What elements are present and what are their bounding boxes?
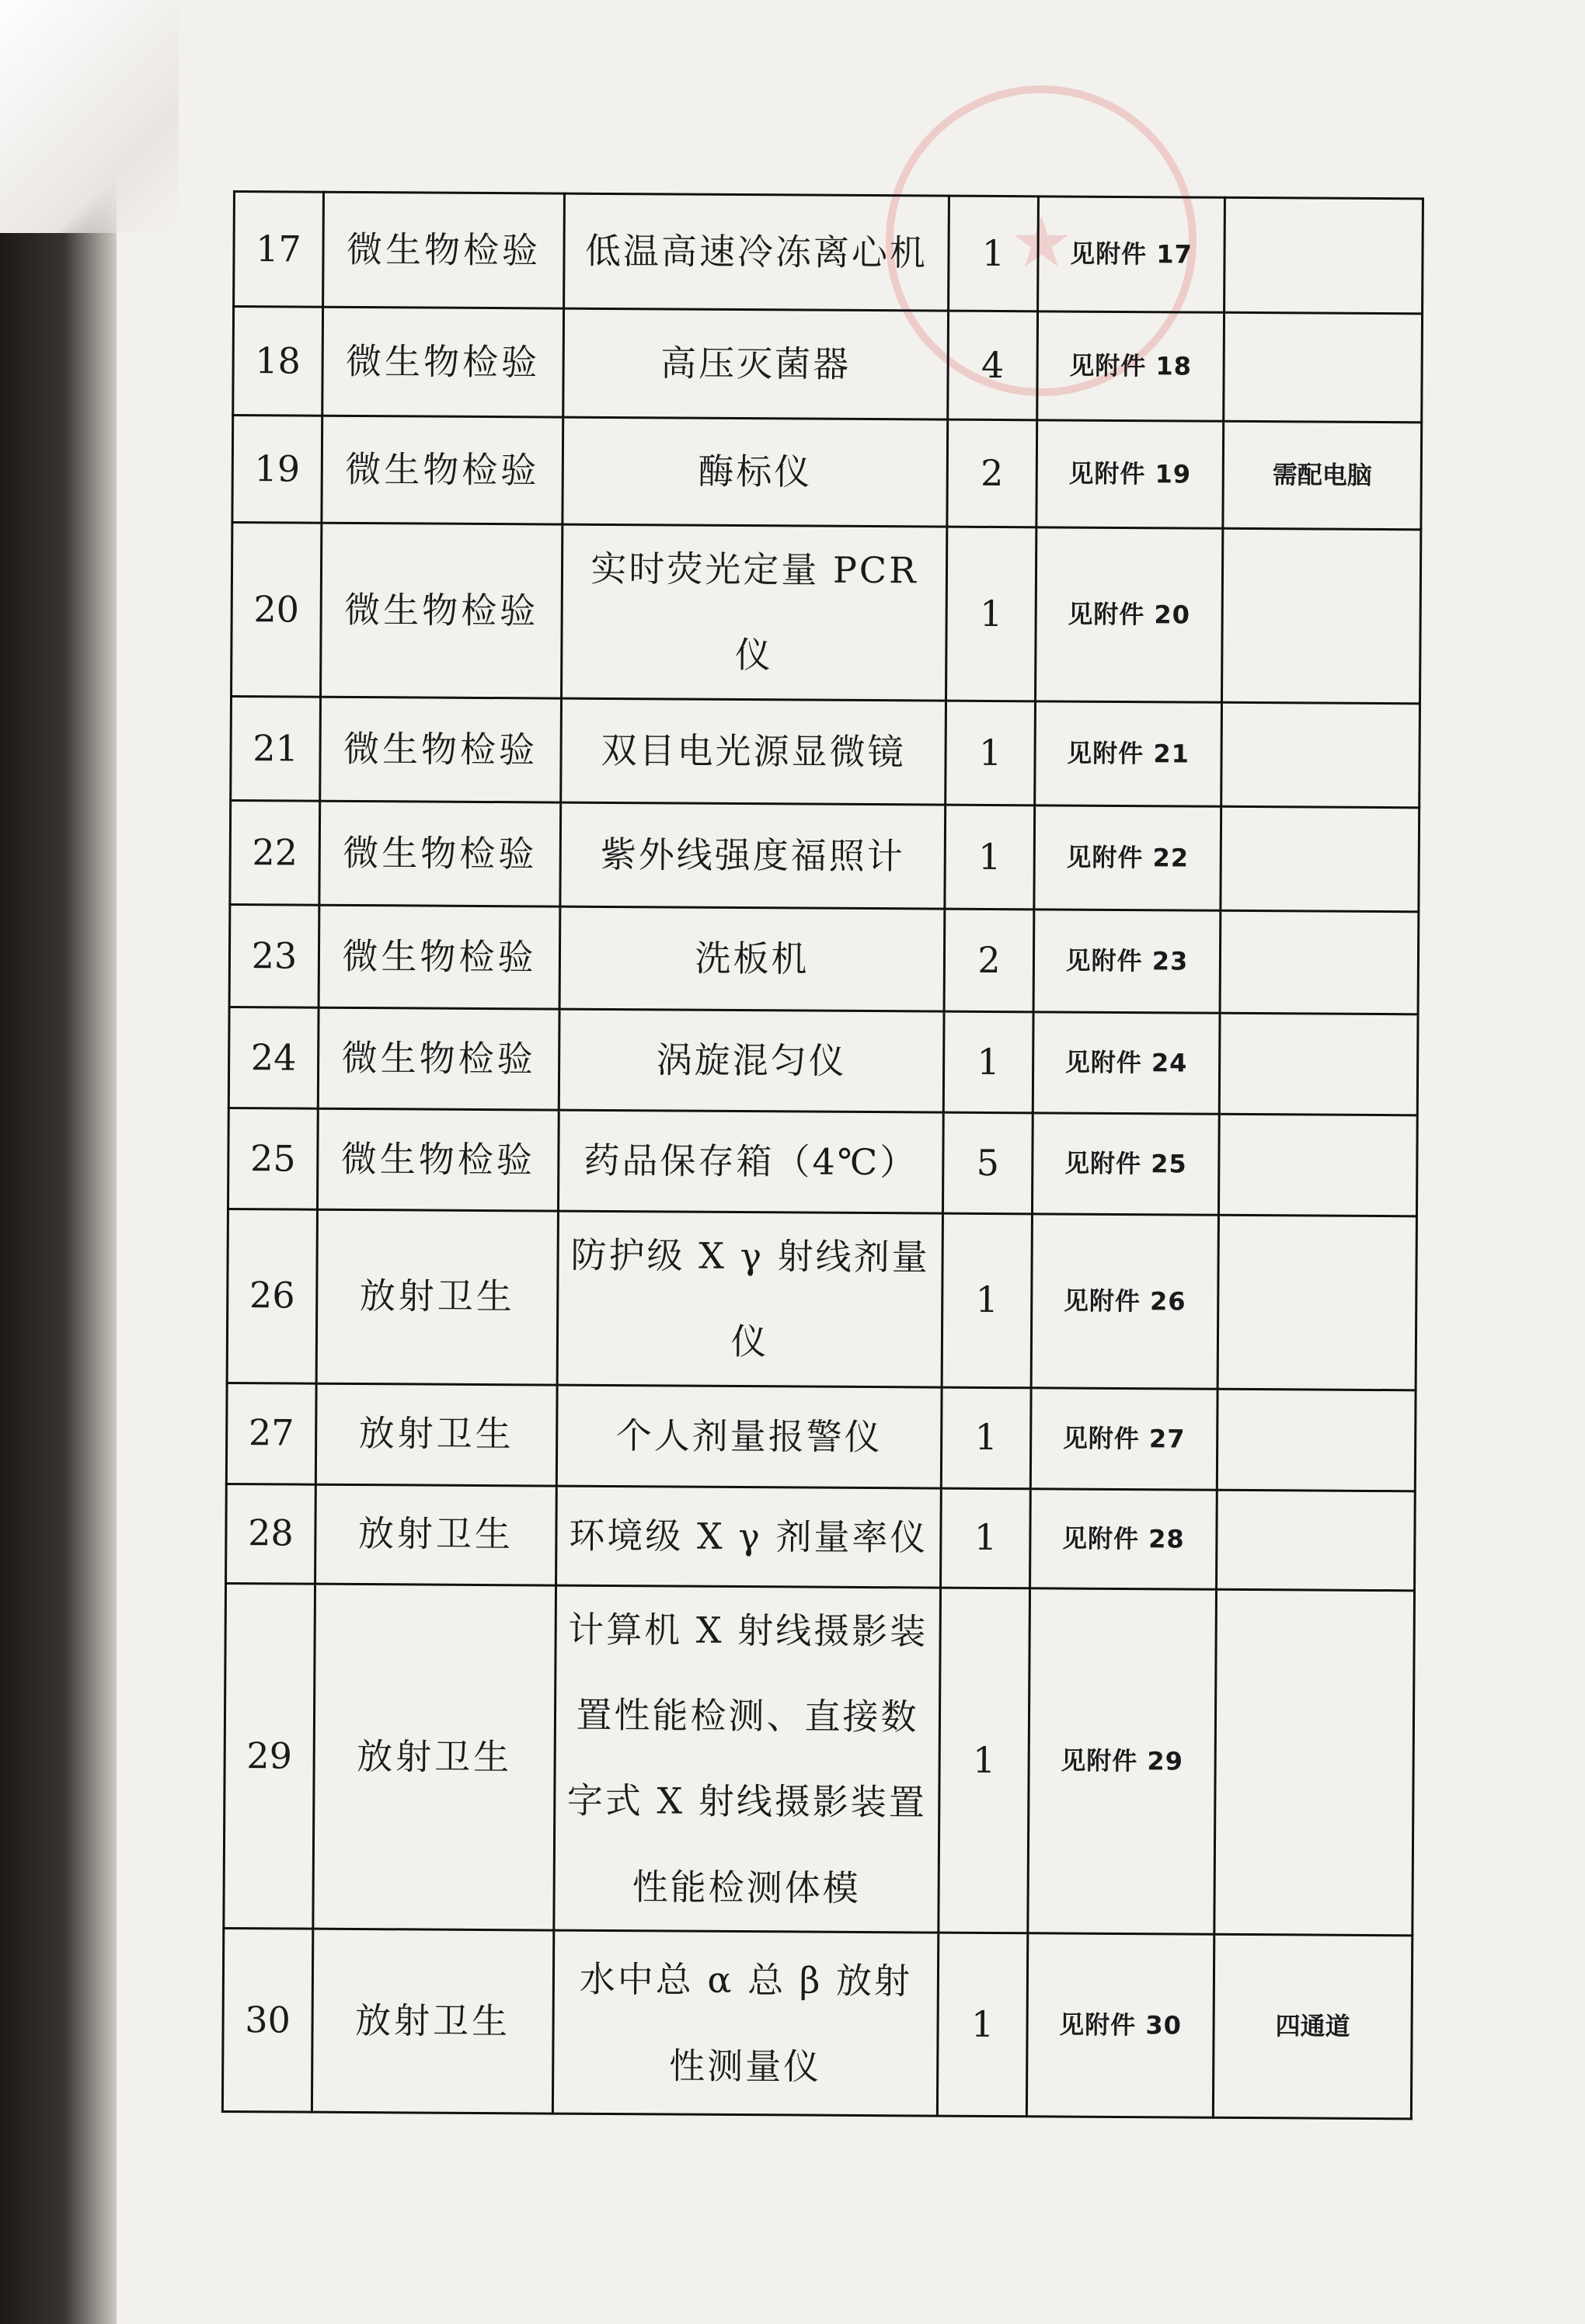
row-note: 四通道 xyxy=(1213,1934,1412,2119)
row-attachment-ref: 见附件 21 xyxy=(1035,701,1222,806)
row-number: 30 xyxy=(222,1929,312,2113)
row-number: 28 xyxy=(226,1484,316,1584)
row-attachment-ref: 见附件 20 xyxy=(1036,527,1223,702)
row-number: 25 xyxy=(228,1108,318,1209)
row-department: 微生物检验 xyxy=(321,523,563,698)
row-attachment-ref: 见附件 17 xyxy=(1038,197,1225,312)
table-row xyxy=(228,1007,1418,1115)
table-row xyxy=(232,416,1422,530)
row-department: 微生物检验 xyxy=(322,307,564,417)
row-note xyxy=(1217,1490,1416,1591)
row-department: 微生物检验 xyxy=(320,697,562,802)
row-equipment-name: 酶标仪 xyxy=(563,417,948,527)
row-note xyxy=(1221,528,1420,703)
row-quantity: 5 xyxy=(942,1112,1033,1214)
row-number: 18 xyxy=(233,307,323,416)
row-quantity: 2 xyxy=(947,419,1037,527)
row-department: 微生物检验 xyxy=(317,1108,559,1211)
row-quantity: 1 xyxy=(942,1213,1032,1387)
row-note xyxy=(1219,1013,1418,1115)
table-row xyxy=(228,1108,1417,1216)
page-fold xyxy=(0,0,179,233)
table-row xyxy=(230,800,1420,911)
row-department: 放射卫生 xyxy=(315,1383,557,1486)
row-department: 微生物检验 xyxy=(319,801,561,906)
row-attachment-ref: 见附件 25 xyxy=(1032,1113,1219,1215)
row-equipment-name: 防护级 X γ 射线剂量仪 xyxy=(557,1211,942,1387)
row-quantity: 1 xyxy=(943,1011,1033,1113)
row-number: 29 xyxy=(224,1583,315,1929)
row-number: 26 xyxy=(227,1209,317,1383)
row-department: 放射卫生 xyxy=(316,1209,558,1385)
row-attachment-ref: 见附件 19 xyxy=(1036,420,1224,528)
table-row xyxy=(232,523,1421,704)
equipment-table xyxy=(221,190,1424,2120)
row-note xyxy=(1221,702,1420,808)
row-attachment-ref: 见附件 18 xyxy=(1037,311,1224,421)
row-equipment-name: 低温高速冷冻离心机 xyxy=(564,193,949,311)
row-equipment-name: 洗板机 xyxy=(559,906,945,1011)
row-number: 17 xyxy=(234,192,324,308)
row-note xyxy=(1221,806,1420,912)
row-number: 19 xyxy=(232,416,322,524)
row-equipment-name: 双目电光源显微镜 xyxy=(561,698,946,805)
table-row xyxy=(226,1383,1416,1491)
row-note: 需配电脑 xyxy=(1223,421,1422,530)
row-quantity: 1 xyxy=(937,1933,1027,2117)
row-note xyxy=(1224,312,1423,423)
row-attachment-ref: 见附件 28 xyxy=(1030,1488,1217,1588)
row-note xyxy=(1217,1215,1416,1390)
table-row xyxy=(233,307,1423,423)
row-department: 放射卫生 xyxy=(315,1484,557,1585)
row-number: 20 xyxy=(232,523,322,697)
row-quantity: 2 xyxy=(944,909,1034,1012)
row-attachment-ref: 见附件 23 xyxy=(1033,910,1221,1013)
row-equipment-name: 实时荧光定量 PCR 仪 xyxy=(562,524,947,701)
row-equipment-name: 紫外线强度福照计 xyxy=(560,802,946,909)
row-equipment-name: 计算机 X 射线摄影装置性能检测、直接数字式 X 射线摄影装置性能检测体模 xyxy=(554,1585,941,1933)
row-department: 微生物检验 xyxy=(323,192,565,308)
table-row xyxy=(222,1929,1412,2119)
row-department: 放射卫生 xyxy=(312,1929,553,2114)
row-quantity: 1 xyxy=(941,1387,1031,1489)
row-equipment-name: 环境级 X γ 剂量率仪 xyxy=(556,1486,942,1588)
row-number: 23 xyxy=(229,904,319,1007)
table-row xyxy=(227,1209,1416,1390)
row-note xyxy=(1218,1114,1417,1216)
row-quantity: 1 xyxy=(946,527,1036,701)
row-note xyxy=(1217,1389,1416,1491)
row-number: 22 xyxy=(230,800,320,905)
row-attachment-ref: 见附件 26 xyxy=(1031,1214,1218,1389)
row-department: 微生物检验 xyxy=(319,905,560,1009)
row-number: 21 xyxy=(231,696,321,801)
row-department: 放射卫生 xyxy=(313,1584,556,1930)
table-row xyxy=(234,192,1423,314)
row-note xyxy=(1220,910,1419,1014)
row-quantity: 1 xyxy=(941,1488,1031,1588)
row-note xyxy=(1224,197,1423,314)
row-quantity: 1 xyxy=(949,196,1039,311)
row-equipment-name: 高压灭菌器 xyxy=(563,308,949,419)
row-quantity: 1 xyxy=(945,805,1035,910)
row-quantity: 1 xyxy=(946,701,1036,805)
row-attachment-ref: 见附件 24 xyxy=(1033,1012,1220,1114)
row-equipment-name: 药品保存箱（4℃） xyxy=(558,1110,943,1213)
table-row xyxy=(231,696,1420,807)
binding-shadow xyxy=(0,0,117,2324)
row-number: 27 xyxy=(226,1383,316,1484)
row-note xyxy=(1214,1589,1415,1936)
row-equipment-name: 个人剂量报警仪 xyxy=(556,1385,942,1488)
row-attachment-ref: 见附件 30 xyxy=(1026,1933,1214,2117)
row-department: 微生物检验 xyxy=(322,416,563,524)
row-quantity: 1 xyxy=(939,1588,1030,1933)
row-attachment-ref: 见附件 27 xyxy=(1030,1387,1217,1489)
table-row xyxy=(229,904,1419,1014)
row-attachment-ref: 见附件 29 xyxy=(1028,1588,1217,1934)
row-equipment-name: 涡旋混匀仪 xyxy=(559,1009,944,1112)
row-department: 微生物检验 xyxy=(318,1007,559,1110)
row-attachment-ref: 见附件 22 xyxy=(1034,805,1221,910)
row-number: 24 xyxy=(228,1007,319,1108)
table-row xyxy=(224,1583,1415,1936)
seal-star-icon: ★ xyxy=(1010,202,1073,284)
row-equipment-name: 水中总 α 总 β 放射性测量仪 xyxy=(552,1930,938,2116)
row-quantity: 4 xyxy=(948,311,1038,420)
table-row xyxy=(226,1484,1416,1590)
